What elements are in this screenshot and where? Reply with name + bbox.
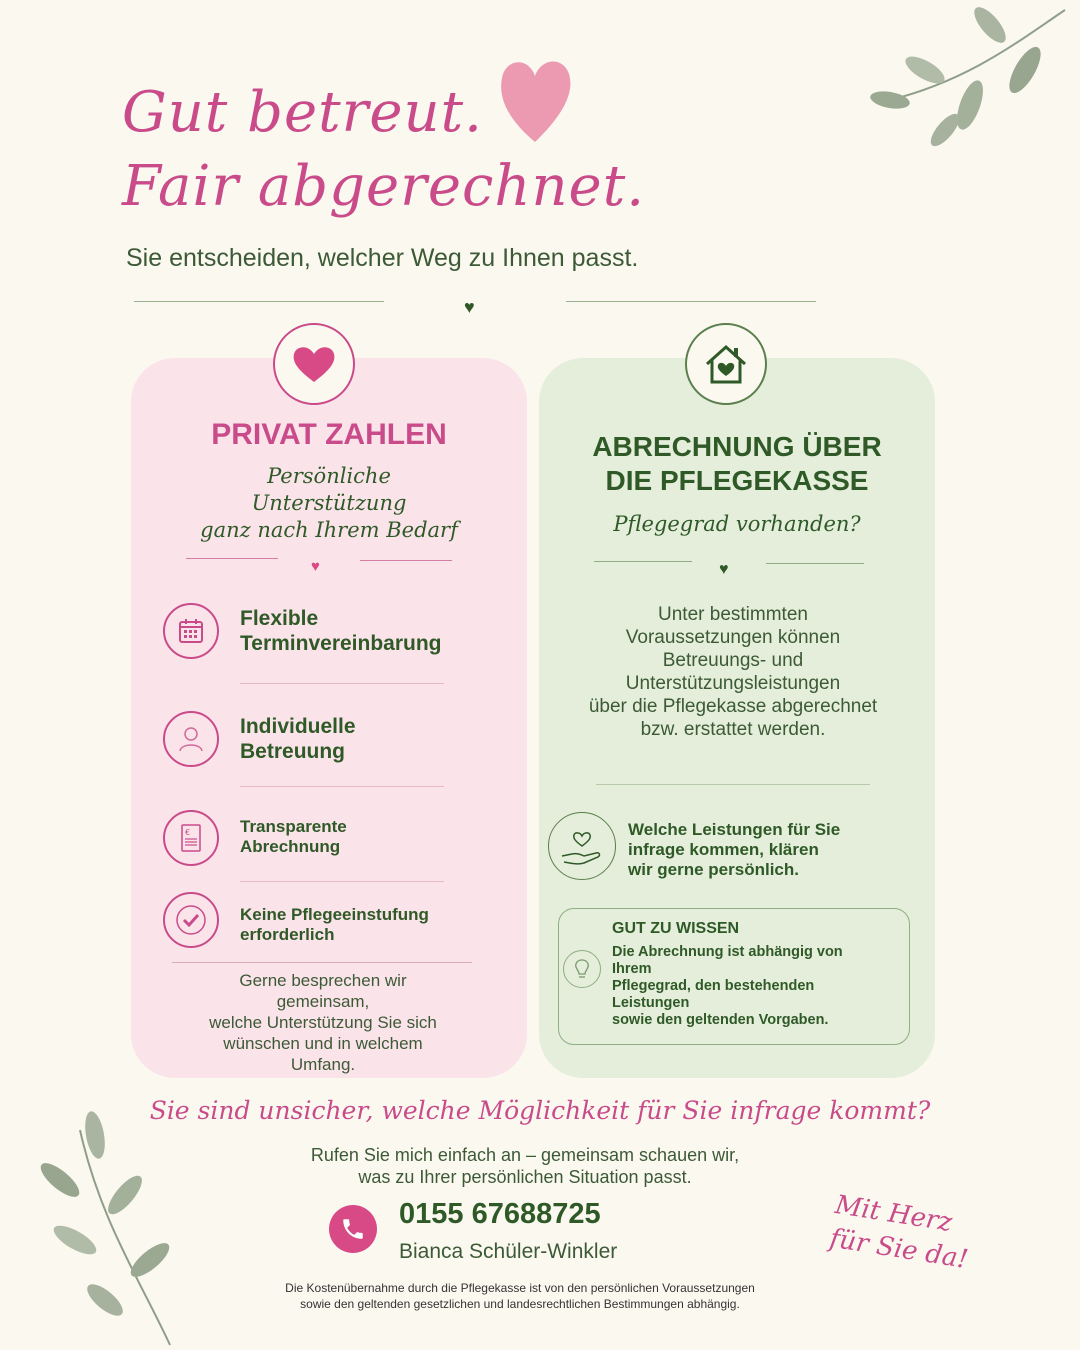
insurance-title: ABRECHNUNG ÜBER DIE PFLEGEKASSE [592,431,882,496]
insurance-heart-divider-icon: ♥ [719,561,729,578]
feature-divider [240,881,444,882]
lightbulb-badge [563,950,601,988]
private-heart-divider-icon: ♥ [311,558,320,575]
feature-individual-care: Individuelle Betreuung [240,715,356,763]
feature-invoice-badge [163,810,219,866]
insurance-section-divider [596,784,870,785]
feature-no-care-level: Keine Pflegeeinstufung erforderlich [240,905,429,944]
signature-text: Mit Herz für Sie da! [827,1189,971,1276]
house-heart-icon [703,342,749,386]
feature-divider [240,683,444,684]
phone-number[interactable]: 0155 67688725 [399,1198,601,1230]
private-divider-right [360,560,452,561]
hand-heart-icon [558,826,606,866]
insurance-divider-left [594,561,692,562]
insurance-house-badge [685,323,767,405]
footer-call-text: Rufen Sie mich einfach an – gemeinsam schauen wir, was zu Ihrer persönlichen Situation passt. [310,1145,740,1187]
leaf-branch-bottom-icon [20,1110,200,1350]
private-title: PRIVAT ZAHLEN [211,418,447,451]
feature-transparent-billing: Transparente Abrechnung [240,817,347,856]
divider-left [134,301,384,302]
feature-check-badge [163,892,219,948]
feature-person-badge [163,711,219,767]
legal-disclaimer: Die Kostenübernahme durch die Pflegekasse ist von den persönlichen Voraussetzungen sowie den geltenden gesetzlichen und landesrechtlichen Bestimmungen abhängig. [285,1281,755,1311]
heart-icon [292,344,336,384]
insurance-tagline: Pflegegrad vorhanden? [613,512,861,536]
services-hand-badge [548,812,616,880]
private-divider-left [186,558,278,559]
contact-name: Bianca Schüler-Winkler [399,1240,618,1263]
private-closing-text: Gerne besprechen wir gemeinsam, welche Unterstützung Sie sich wünschen und in welchem Umfang. [209,971,437,1074]
leaf-branch-top-icon [830,0,1080,160]
calendar-icon [177,617,205,645]
good-to-know-title: GUT ZU WISSEN [612,920,740,937]
heart-watercolor-icon [495,52,575,147]
page-title: Gut betreut. Fair abgerechnet. [122,80,645,219]
heart-divider-icon: ♥ [464,297,475,317]
feature-calendar-badge [163,603,219,659]
good-to-know-text: Die Abrechnung ist abhängig von Ihrem Pflegegrad, den bestehenden Leistungen sowie den geltenden Vorgaben. [612,944,843,1028]
lightbulb-icon [570,957,594,981]
phone-button[interactable] [329,1205,377,1253]
services-note: Welche Leistungen für Sie infrage kommen, klären wir gerne persönlich. [628,820,841,879]
person-icon [175,723,207,755]
checkmark-icon [174,903,208,937]
private-tagline: Persönliche Unterstützung ganz nach Ihrem Bedarf [200,464,458,542]
feature-divider [240,786,444,787]
private-heart-badge [273,323,355,405]
invoice-icon [177,823,205,853]
insurance-description: Unter bestimmten Voraussetzungen können Betreuungs- und Unterstützungsleistungen über die Pflegekasse abgerechnet bzw. erstattet werden. [588,604,878,740]
divider-right [566,301,816,302]
page-subtitle: Sie entscheiden, welcher Weg zu Ihnen passt. [126,244,639,272]
feature-divider [172,962,472,963]
footer-question: Sie sind unsicher, welche Möglichkeit für Sie infrage kommt? [149,1096,931,1125]
phone-icon [340,1216,366,1242]
feature-flexible-scheduling: Flexible Terminvereinbarung [240,607,442,655]
insurance-divider-right [766,563,864,564]
svg-text:€: € [185,828,191,837]
